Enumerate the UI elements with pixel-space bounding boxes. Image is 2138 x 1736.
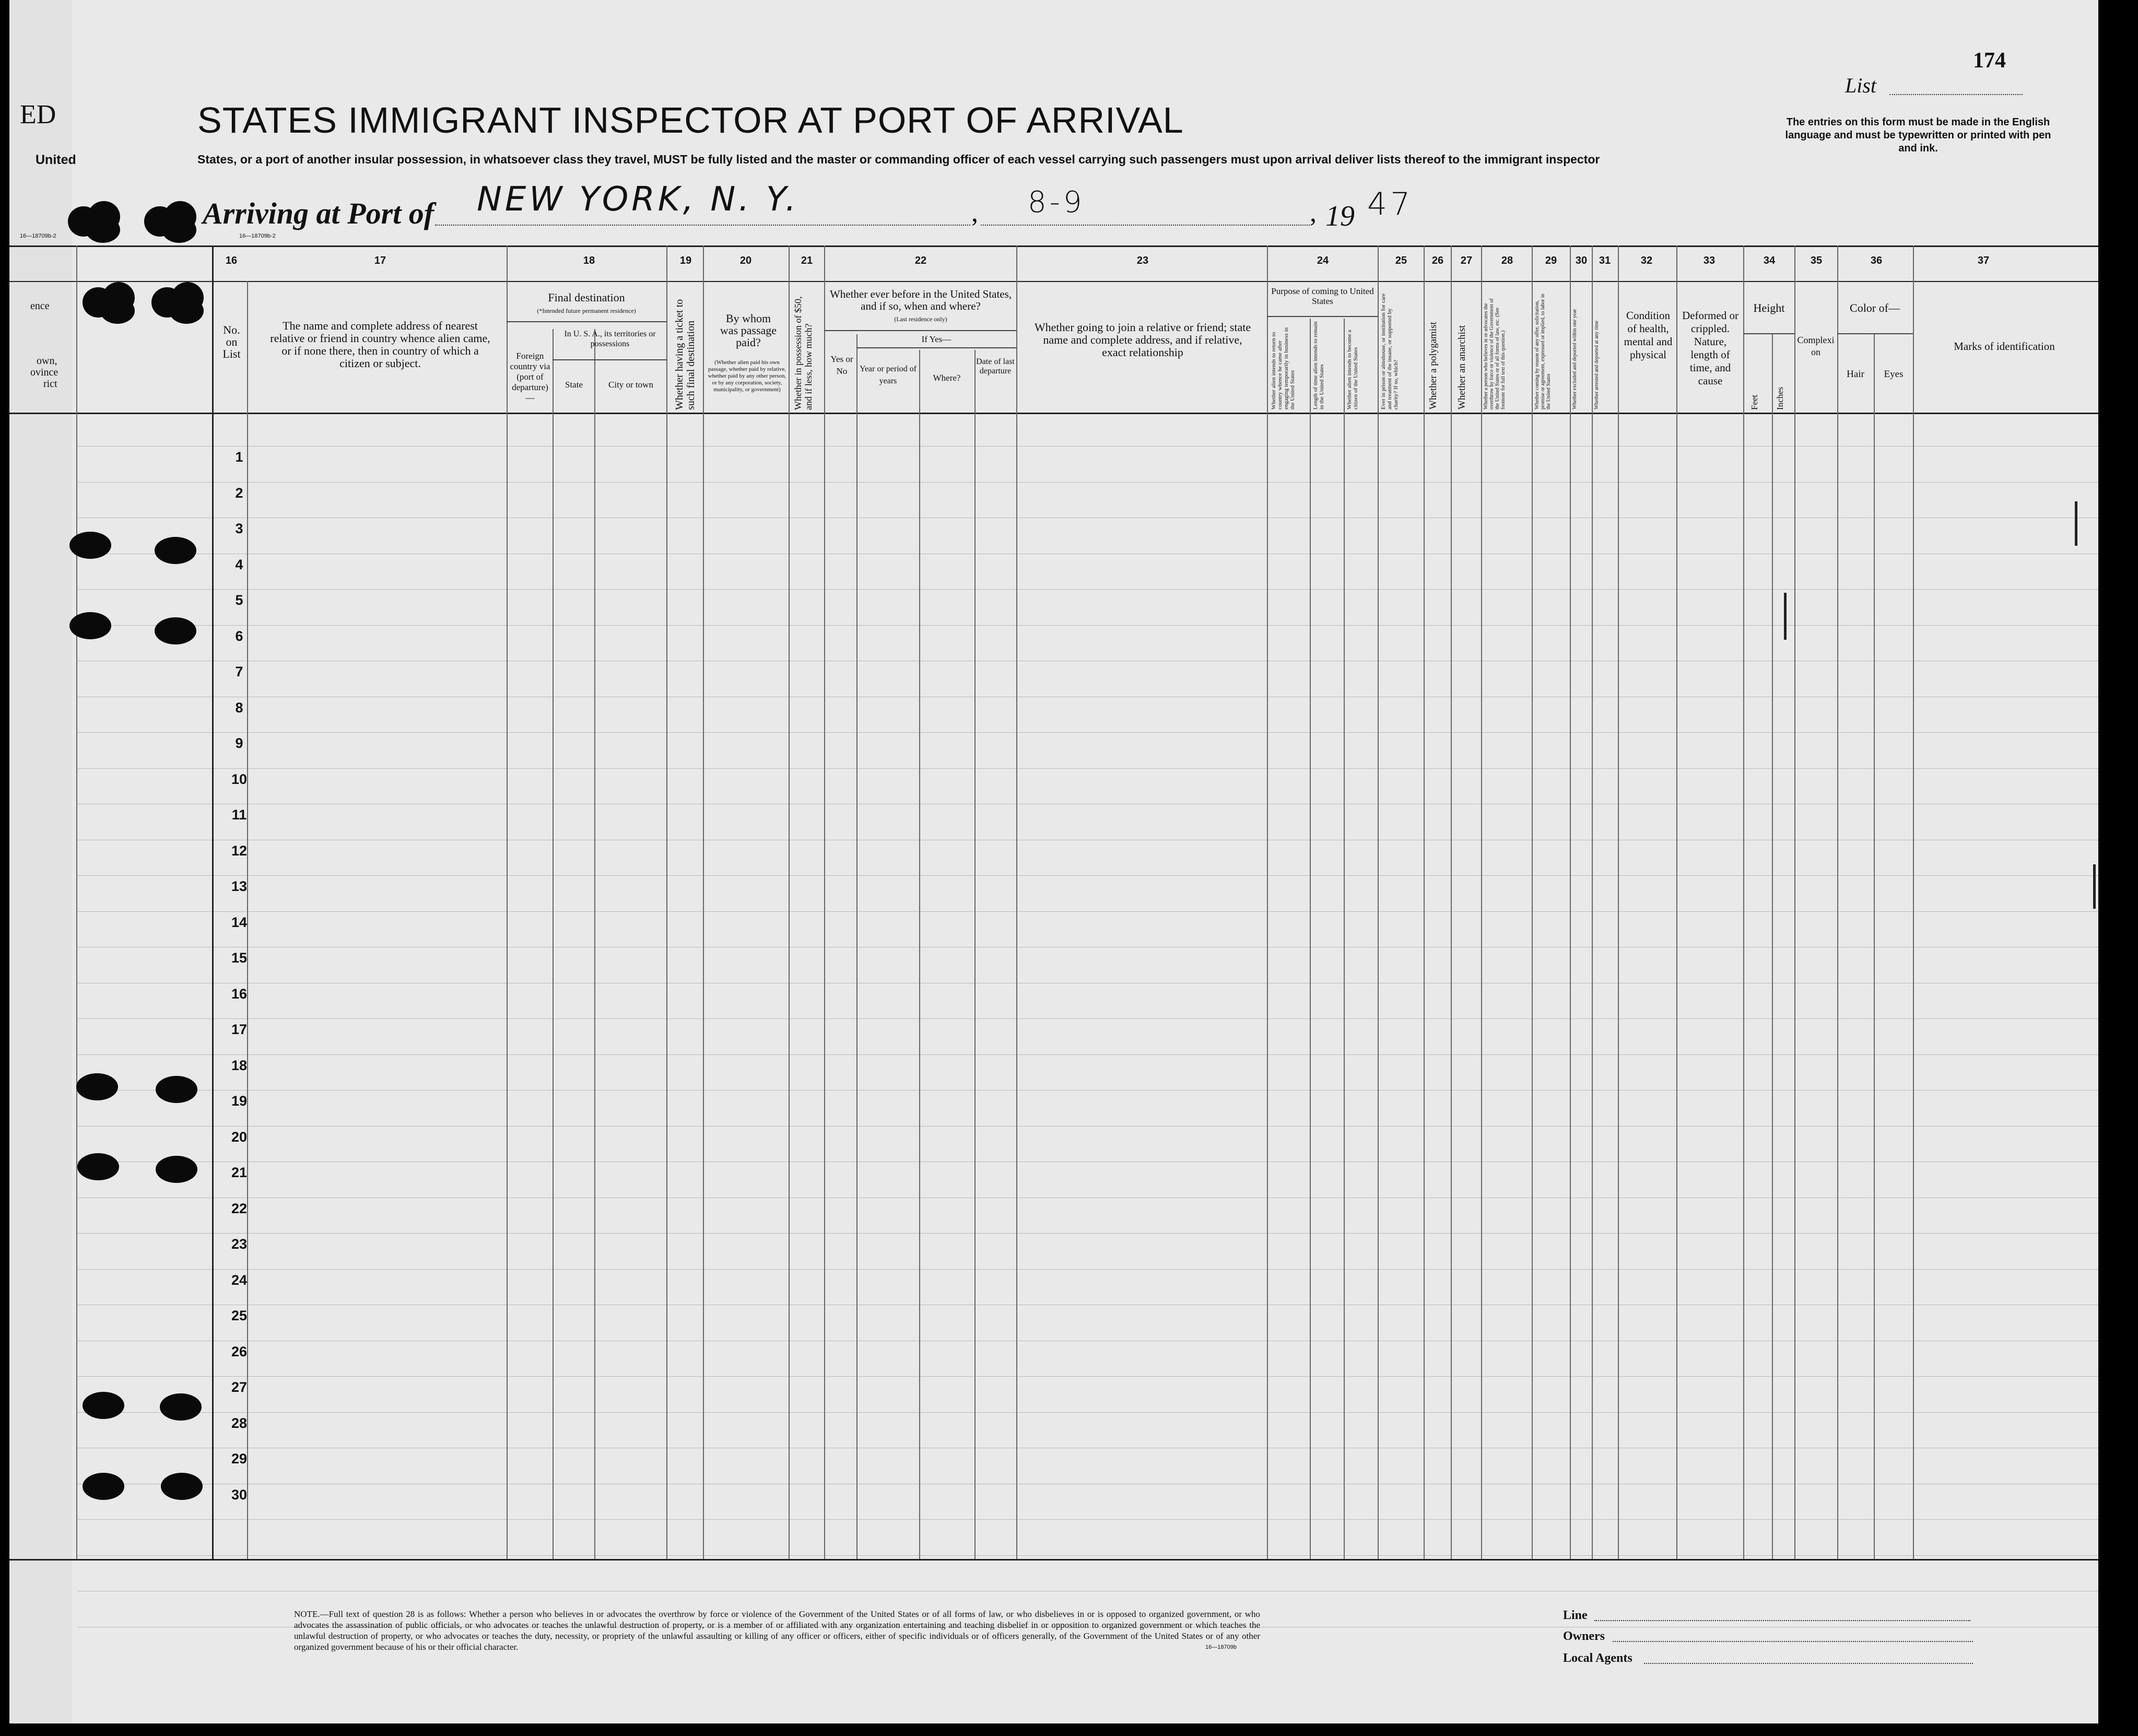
agents-blank [1644, 1663, 1973, 1664]
header-passage-sub: (Whether alien paid his own passage, whether paid by relative, whether paid by any other person, or by any corporation, society, municipality, or government) [708, 359, 786, 393]
col-line [824, 245, 825, 1559]
header-excluded: Whether excluded and deported within one year [1572, 309, 1578, 409]
col-line [1570, 245, 1571, 1559]
punch-hole [69, 612, 111, 639]
date-blank-line [981, 225, 1310, 226]
form-instructions-note: The entries on this form must be made in the English language and must be typewritten or printed with pen and ink. [1785, 116, 2051, 154]
table-bottom-rule [9, 1559, 2098, 1561]
col-line [1451, 245, 1452, 1559]
colnum-17: 17 [374, 255, 386, 266]
colnum-34: 34 [1763, 255, 1776, 266]
row-number: 20 [231, 1129, 248, 1145]
punch-hole [160, 1393, 202, 1421]
row-number: 24 [231, 1272, 248, 1288]
punch-hole [144, 201, 202, 242]
header-bottom-rule [9, 413, 2098, 414]
header-usa-territories: In U. S. A., its territories or possessions [564, 330, 656, 348]
col-line [1344, 319, 1345, 1559]
col-line [1913, 245, 1914, 1559]
year-handwritten: 47 [1367, 186, 1414, 222]
col-line [1837, 245, 1838, 1559]
header-city: City or town [608, 380, 653, 390]
header-polygamist: Whether a polygamist [1428, 322, 1439, 409]
header-deformed: Deformed or crippled. Nature, length of time, and cause [1682, 309, 1738, 387]
line-blank [1594, 1620, 1970, 1621]
row-number: 17 [231, 1022, 248, 1037]
header-date-last-departure: Date of last departure [976, 357, 1015, 376]
col-line [789, 245, 790, 1559]
colnum-28: 28 [1501, 255, 1513, 266]
colnum-27: 27 [1460, 255, 1473, 266]
row-number: 22 [231, 1201, 248, 1216]
header-purpose-length: Length of time alien intends to remain in the United States [1312, 321, 1325, 409]
col-line [76, 245, 77, 1559]
form-code-center: 16—18709b-2 [239, 233, 276, 239]
page-title: STATES IMMIGRANT INSPECTOR AT PORT OF ARRIVAL [197, 100, 1184, 140]
header-if-yes: If Yes— [921, 334, 951, 344]
col-line [1016, 245, 1017, 1559]
left-title-fragment: ED [20, 100, 56, 130]
row-number: 3 [235, 521, 243, 536]
punch-hole [156, 1156, 197, 1183]
header-no-on-list: No. on List [222, 323, 241, 360]
table-top-rule [9, 245, 2098, 247]
col-line [1532, 245, 1533, 1559]
row-number: 1 [235, 449, 243, 465]
margin-header-d: rict [43, 378, 57, 390]
row-number: 29 [231, 1451, 248, 1467]
punch-hole [83, 282, 140, 323]
comma-1: , [971, 198, 978, 228]
list-blank-line [1889, 94, 2023, 95]
header-color-of: Color of— [1850, 301, 1900, 314]
manifest-page [9, 0, 2098, 1723]
header-height: Height [1753, 301, 1785, 314]
colnum-33: 33 [1703, 255, 1716, 266]
row-number: 8 [235, 700, 243, 715]
header-ticket: Whether having a ticket to such final destination [674, 299, 697, 410]
punch-hole [155, 617, 196, 644]
header-health: Condition of health, mental and physical [1624, 309, 1673, 361]
col-line [594, 329, 595, 1559]
col-line [1772, 334, 1773, 1559]
row-number: 19 [231, 1093, 248, 1109]
colnum-20: 20 [739, 255, 752, 266]
col-line [553, 329, 554, 1559]
row-number: 11 [231, 807, 247, 823]
date-handwritten: 8-9 [1028, 185, 1085, 219]
col-line [856, 334, 857, 1559]
row-number: 26 [231, 1344, 248, 1359]
header-eyes: Eyes [1884, 369, 1904, 380]
header-possession-50: Whether in possession of $50, and if less, how much? [793, 296, 814, 410]
year-prefix: 19 [1325, 200, 1355, 232]
colnum-35: 35 [1810, 255, 1823, 266]
margin-header-b: own, [37, 355, 57, 367]
header-feet: Feet [1749, 394, 1759, 410]
col-line [1378, 245, 1379, 1559]
row-number: 2 [235, 485, 243, 501]
col-line [666, 245, 667, 1559]
header-yes-or-no: Yes or No [830, 354, 853, 376]
colnum-22: 22 [914, 255, 927, 266]
punch-hole [156, 1076, 197, 1103]
footer-note: NOTE.—Full text of question 28 is as follows: Whether a person who believes in or advocates the overthrow by force or violence of the Government of the United States or of all forms of law, or who disbelieves in or is opposed to organized government, or who advocates the assassination of public officials, or who advocates or teaches the unlawful destruction of property, or is a member of or affiliated with any organization entertaining and teaching disbelief in or opposition to organized government or which teaches the unlawful destruction of property, or who advocates or teaches the duty, necessity, or propriety of the unlawful assaulting or killing of any officer or officers, either of specific individuals or of officers generally, of the Government of the United States or of any other organized government because of his or their official character. [294, 1609, 1260, 1652]
header-prison: Ever in prison or almshouse, or institution for care and treatment of the insane, or supported by charity? If so, which? [1380, 293, 1399, 409]
col-line [1743, 245, 1744, 1559]
colnum-23: 23 [1136, 255, 1149, 266]
header-marks: Marks of identification [1954, 340, 2055, 353]
owners-label: Owners [1563, 1629, 1605, 1643]
port-handwritten: NEW YORK, N. Y. [477, 180, 800, 219]
colnum-25: 25 [1395, 255, 1407, 266]
line-label: Line [1563, 1609, 1588, 1622]
header-inches: Inches [1775, 386, 1785, 410]
punch-hole [83, 1392, 124, 1419]
punch-hole [155, 537, 196, 564]
stray-mark [2075, 501, 2077, 546]
header-passage-paid: By whom was passage paid? [720, 312, 777, 349]
header-complexion: Complexion [1797, 335, 1835, 357]
port-blank-line [435, 225, 970, 226]
punch-hole [161, 1473, 203, 1500]
punch-hole [69, 532, 111, 559]
left-margin-strip [9, 0, 72, 1723]
header-last-residence: (Last residence only) [894, 315, 947, 323]
header-relative-address: The name and complete address of nearest relative or friend in country whence alien came, or if none there, then in country of which a citizen or subject. [270, 319, 490, 370]
row-number: 6 [235, 628, 243, 644]
subrule-18b [553, 359, 666, 360]
colnum-24: 24 [1317, 255, 1329, 266]
subrule-36 [1837, 333, 1913, 334]
punch-hole [83, 1473, 124, 1500]
subrule-24 [1267, 316, 1378, 317]
row-number: 15 [231, 950, 248, 966]
col-line [1424, 245, 1425, 1559]
form-code-left: 16—18709b-2 [20, 233, 56, 239]
col-line [1874, 334, 1875, 1559]
colnum-32: 32 [1640, 255, 1653, 266]
row-number: 13 [231, 878, 248, 894]
punch-hole [68, 201, 125, 242]
col-line [1310, 319, 1311, 1559]
row-number: 12 [231, 843, 248, 859]
header-arrested: Whether arrested and deported at any time [1594, 321, 1600, 409]
colnum-18: 18 [583, 255, 595, 266]
colnum-36: 36 [1870, 255, 1883, 266]
row-number: 18 [231, 1058, 248, 1073]
header-overthrow: Whether a person who believes in or advocates the overthrow by force or violence of the Government of the United States or of all forms of law, etc. (See footnote for full text of this question.) [1483, 298, 1506, 409]
row-number: 25 [231, 1308, 248, 1323]
header-where: Where? [933, 373, 961, 383]
left-subtitle-fragment: United [36, 153, 76, 167]
row-number: 28 [231, 1415, 248, 1431]
row-number: 7 [235, 664, 243, 679]
footer-form-code: 16—18709b [1205, 1644, 1237, 1650]
col-line [507, 245, 508, 1559]
page-number: 174 [1973, 49, 2006, 73]
colnum-19: 19 [679, 255, 692, 266]
subrule-22 [824, 330, 1016, 331]
row-number: 21 [231, 1165, 248, 1180]
colnum-26: 26 [1431, 255, 1444, 266]
header-anarchist: Whether an anarchist [1456, 325, 1467, 409]
header-going-to-join: Whether going to join a relative or friend; state name and complete address, and if relative, exact relationship [1034, 321, 1251, 359]
header-state: State [565, 380, 583, 390]
colnum-16: 16 [225, 255, 238, 266]
owners-blank [1613, 1641, 1973, 1642]
punch-hole [151, 282, 209, 323]
local-agents-label: Local Agents [1563, 1651, 1632, 1665]
stray-mark [1784, 593, 1787, 640]
stray-mark [2093, 864, 2096, 909]
header-final-destination: Final destination [548, 291, 625, 304]
comma-2: , [1310, 198, 1317, 228]
subrule-18 [507, 321, 666, 322]
col-line [703, 245, 704, 1559]
col-line [1267, 245, 1268, 1559]
header-hair: Hair [1847, 369, 1864, 380]
col-line [1618, 245, 1619, 1559]
row-number: 30 [231, 1487, 248, 1503]
margin-header-c: ovince [30, 367, 58, 378]
row-number: 4 [235, 557, 243, 572]
col-line [1794, 245, 1795, 1559]
col-line [1676, 245, 1677, 1559]
arriving-label: Arriving at Port of [203, 196, 434, 230]
colnum-29: 29 [1545, 255, 1557, 266]
page-subtitle: States, or a port of another insular possession, in whatsoever class they travel, MUST be fully listed and the master or commanding officer of each vessel carrying such passengers must upon arrival deliver lists thereof to the immigrant inspector [197, 153, 1600, 166]
row-number: 9 [235, 735, 243, 751]
colnum-31: 31 [1599, 255, 1611, 266]
header-ever-before: Whether ever before in the United States, and if so, when and where? [829, 288, 1012, 312]
header-final-destination-sub: (*Intended future permanent residence) [537, 307, 636, 314]
col-line [212, 245, 214, 1559]
header-purpose: Purpose of coming to United States [1271, 286, 1374, 306]
header-offer-labor: Whether coming by reason of any offer, solicitation, promise or agreement, expressed or implied, to labor in the United States [1534, 294, 1552, 409]
colnum-21: 21 [801, 255, 813, 266]
row-number: 5 [235, 592, 243, 608]
header-purpose-citizen: Whether alien intends to become a citizen of the United States [1346, 330, 1359, 409]
row-number: 16 [231, 986, 248, 1002]
row-number: 14 [231, 914, 248, 930]
punch-hole [76, 1073, 118, 1100]
column-number-rule [9, 281, 2098, 282]
list-label: List [1845, 74, 1877, 97]
row-number: 27 [231, 1379, 248, 1395]
row-number: 23 [231, 1236, 248, 1252]
header-foreign-country: Foreign country via (port of departure)— [510, 351, 550, 403]
col-line [1481, 245, 1482, 1559]
col-line [1592, 245, 1593, 1559]
margin-header-a: ence [30, 300, 50, 312]
header-year-period: Year or period of years [859, 365, 917, 385]
punch-hole [77, 1153, 119, 1180]
colnum-37: 37 [1977, 255, 1990, 266]
subrule-22b [856, 347, 1016, 348]
col-line [919, 350, 920, 1559]
row-number: 10 [231, 771, 248, 787]
colnum-30: 30 [1575, 255, 1588, 266]
subrule-34 [1743, 333, 1794, 334]
col-line [974, 350, 976, 1559]
header-purpose-return: Whether alien intends to return to country whence he came after engaging temporarily in business in the United States [1271, 327, 1296, 409]
